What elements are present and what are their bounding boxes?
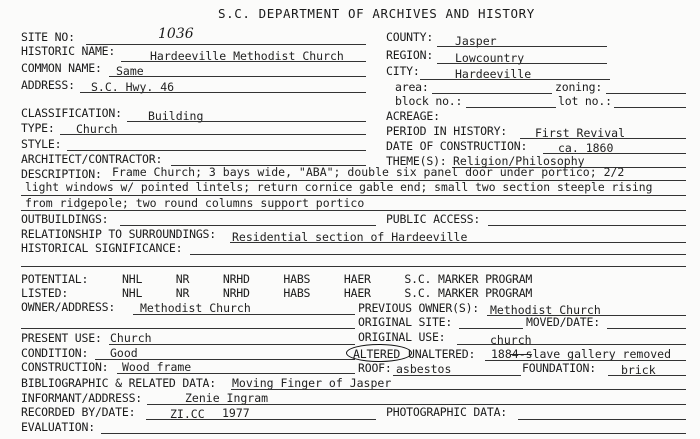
photographic-data-line [518, 419, 686, 420]
owner-address-line-2 [21, 328, 355, 329]
classification-value: Building [148, 109, 204, 123]
site-no-line [86, 44, 366, 45]
recorded-by-label: RECORDED BY/DATE: [21, 405, 136, 419]
moved-date-line [607, 328, 686, 329]
period-value: First Revival [535, 126, 626, 140]
condition-label: CONDITION: [21, 346, 89, 360]
county-label: COUNTY: [386, 30, 434, 44]
type-line [60, 134, 366, 135]
present-use-value: Church [110, 331, 152, 345]
county-line [437, 46, 607, 47]
style-line [67, 150, 366, 151]
altered-note-value: 1884-slave gallery removed [491, 347, 672, 361]
historical-significance-line-2 [21, 266, 686, 267]
owner-address-label: OWNER/ADDRESS: [21, 300, 116, 314]
address-label: ADDRESS: [21, 78, 75, 92]
original-use-value: church [490, 333, 532, 347]
foundation-line [608, 375, 686, 376]
zoning-label: zoning: [555, 80, 603, 94]
altered-label: ALTERED [353, 347, 401, 361]
evaluation-line [101, 433, 686, 434]
description-line-3: from ridgepole; two round columns support portico [25, 196, 365, 210]
description-label: DESCRIPTION: [21, 167, 102, 181]
construction-label: CONSTRUCTION: [21, 360, 109, 374]
roof-label: ROOF: [358, 361, 392, 375]
address-value: S.C. Hwy. 46 [91, 80, 175, 94]
county-value: Jasper [455, 34, 497, 48]
bibliographic-value: Moving Finger of Jasper [232, 376, 392, 390]
photographic-data-label: PHOTOGRAPHIC DATA: [386, 405, 508, 419]
foundation-value: brick [621, 363, 656, 377]
zoning-line [606, 93, 686, 94]
region-line [437, 63, 607, 64]
region-value: Lowcountry [455, 51, 525, 65]
owner-address-line [133, 314, 355, 315]
potential-codes: NHL NR NRHD HABS HAER S.C. MARKER PROGRAM [122, 272, 533, 286]
previous-owners-value: Methodist Church [490, 303, 601, 317]
roof-line [393, 375, 521, 376]
roof-value: asbestos [396, 362, 452, 376]
form-title: S.C. DEPARTMENT OF ARCHIVES AND HISTORY [218, 6, 535, 21]
date-construction-label: DATE OF CONSTRUCTION: [386, 139, 528, 153]
outbuildings-line [120, 225, 376, 226]
outbuildings-label: OUTBUILDINGS: [21, 212, 109, 226]
construction-value: Wood frame [122, 360, 192, 374]
moved-date-label: MOVED/DATE: [526, 315, 600, 329]
unaltered-label: UNALTERED: [408, 347, 476, 361]
recorded-by-line [146, 419, 376, 420]
address-line [80, 92, 366, 93]
themes-label: THEME(S): [386, 154, 447, 168]
present-use-line [109, 344, 355, 345]
classification-line [127, 121, 366, 122]
site-no-value: 1036 [158, 26, 194, 42]
classification-label: CLASSIFICATION: [21, 106, 122, 120]
city-label: CITY: [386, 64, 420, 78]
common-name-line [109, 76, 366, 77]
area-label: area: [395, 80, 429, 94]
evaluation-label: EVALUATION: [21, 420, 95, 434]
original-site-label: ORIGINAL SITE: [358, 315, 453, 329]
block-no-line [466, 107, 556, 108]
period-label: PERIOD IN HISTORY: [386, 124, 508, 138]
altered-note-strike [510, 354, 532, 355]
bibliographic-label: BIBLIOGRAPHIC & RELATED DATA: [21, 376, 216, 390]
lot-no-label: lot no.: [558, 94, 612, 108]
recorded-by-value: ZI.CC [170, 407, 205, 421]
listed-label: LISTED: [21, 286, 69, 300]
lot-no-line [614, 107, 686, 108]
public-access-line [488, 225, 686, 226]
historic-name-value: Hardeeville Methodist Church [150, 49, 344, 63]
site-no-label: SITE NO: [21, 30, 75, 44]
description-line-1: Frame Church; 3 bays wide, "ABA"; double six panel door under portico; 2/2 [112, 165, 625, 179]
informant-label: INFORMANT/ADDRESS: [21, 391, 143, 405]
type-value: Church [76, 122, 118, 136]
original-use-label: ORIGINAL USE: [358, 330, 446, 344]
type-label: TYPE: [21, 121, 55, 135]
historic-name-line [121, 61, 366, 62]
region-label: REGION: [386, 48, 434, 62]
common-name-label: COMMON NAME: [21, 61, 102, 75]
construction-line [117, 373, 355, 374]
recorded-date-value: 1977 [222, 406, 250, 420]
acreage-label: ACREAGE: [386, 109, 440, 123]
style-label: STYLE: [21, 137, 62, 151]
listed-codes: NHL NR NRHD HABS HAER S.C. MARKER PROGRAM [122, 286, 533, 300]
historical-significance-line [190, 254, 686, 255]
period-line [520, 138, 686, 139]
relationship-value: Residential section of Hardeeville [232, 230, 468, 244]
public-access-label: PUBLIC ACCESS: [386, 212, 481, 226]
altered-circle-mark [346, 344, 412, 362]
themes-value: Religion/Philosophy [453, 154, 585, 168]
description-line-2: light windows w/ pointed lintels; return cornice gable end; small two section steeple rising [25, 180, 653, 194]
bibliographic-line [231, 389, 686, 390]
previous-owners-label: PREVIOUS OWNER(S): [358, 301, 480, 315]
relationship-line [230, 242, 686, 243]
owner-address-value: Methodist Church [140, 301, 251, 315]
architect-label: ARCHITECT/CONTRACTOR: [21, 152, 163, 166]
condition-value: Good [110, 346, 138, 360]
original-use-line [457, 344, 686, 345]
original-site-line [459, 328, 523, 329]
block-no-label: block no.: [395, 94, 463, 108]
foundation-label: FOUNDATION: [522, 361, 596, 375]
description-rule-3 [21, 210, 686, 211]
date-construction-value: ca. 1860 [558, 141, 614, 155]
informant-value: Zenie Ingram [185, 391, 269, 405]
historic-name-label: HISTORIC NAME: [21, 44, 116, 58]
relationship-label: RELATIONSHIP TO SURROUNDINGS: [21, 227, 216, 241]
potential-label: POTENTIAL: [21, 272, 89, 286]
common-name-value: Same [116, 64, 144, 78]
present-use-label: PRESENT USE: [21, 331, 102, 345]
city-value: Hardeeville [455, 67, 532, 81]
historical-significance-label: HISTORICAL SIGNIFICANCE: [21, 241, 183, 255]
